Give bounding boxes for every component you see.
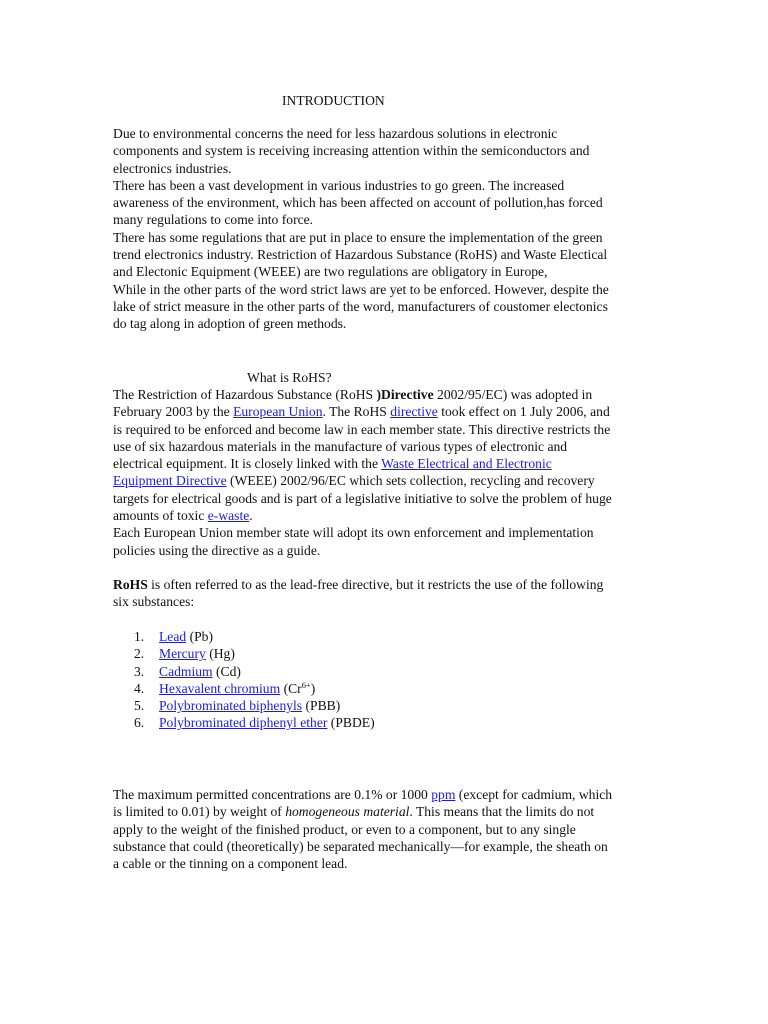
list-number: 4.	[134, 680, 145, 696]
intro-line: many regulations to come into force.	[113, 212, 314, 228]
intro-line: There has some regulations that are put in place to ensure the implementation of the green	[113, 229, 603, 245]
intro-line: Due to environmental concerns the need for less hazardous solutions in electronic	[113, 126, 558, 141]
text-run: electrical equipment. It is closely linked with the	[113, 456, 382, 472]
rohs-line	[113, 507, 658, 524]
list-item	[113, 714, 658, 731]
substances-list-container	[113, 628, 658, 732]
rohs-line: targets for electrical goods and is part of a legislative initiative to solve the problem of huge	[113, 490, 612, 506]
list-item	[113, 680, 658, 697]
intro-heading-text: INTRODUCTION	[282, 93, 385, 108]
text-run: (PBDE)	[327, 715, 375, 731]
rohs-heading	[113, 369, 658, 386]
text-run: (Cr	[280, 680, 302, 696]
list-number: 1.	[134, 629, 145, 644]
substances-list	[113, 628, 658, 732]
intro-line: and Electonic Equipment (WEEE) are two regulations are obligatory in Europe,	[113, 264, 548, 280]
rohs-line: apply to the weight of the finished product, or even to a component, but to any single	[113, 821, 576, 837]
text-run: (Pb)	[186, 629, 213, 644]
intro-line: lake of strict measure in the other parts of the word, manufacturers of coustomer electonics	[113, 298, 608, 314]
text-run: The maximum permitted concentrations are 0.1% or 1000	[113, 787, 432, 802]
weee-directive-link-continued[interactable]: Equipment Directive	[113, 473, 227, 489]
directive-bold: )Directive	[376, 387, 434, 402]
text-run: )	[310, 680, 316, 696]
lead-link[interactable]: Lead	[159, 629, 187, 644]
text-run: (except for cadmium, which	[455, 787, 613, 802]
ppm-link[interactable]: ppm	[431, 787, 456, 802]
rohs-line	[113, 786, 658, 803]
rohs-line: is required to be enforced and become law in each member state. This directive restricts the	[113, 421, 611, 437]
text-run: .	[249, 508, 253, 524]
list-number: 3.	[134, 663, 145, 679]
weee-directive-link[interactable]: Waste Electrical and Electronic	[381, 456, 552, 472]
european-union-link[interactable]: European Union	[233, 404, 323, 420]
text-run: The Restriction of Hazardous Substance (RoHS	[113, 387, 377, 402]
intro-line: While in the other parts of the word strict laws are yet to be enforced. However, despite the	[113, 281, 609, 297]
cadmium-link[interactable]: Cadmium	[159, 663, 213, 679]
rohs-line: substance that could (theoretically) be separated mechanically—for example, the sheath on	[113, 838, 608, 854]
rohs-line: use of six hazardous materials in the manufacture of various types of electronic and	[113, 438, 568, 454]
directive-link[interactable]: directive	[390, 404, 438, 420]
intro-heading	[113, 92, 658, 109]
text-run: is often referred to as the lead-free directive, but it restricts the use of the following	[147, 577, 604, 592]
list-item	[113, 628, 658, 645]
pbde-link[interactable]: Polybrominated diphenyl ether	[159, 715, 328, 731]
text-run: (Cd)	[212, 663, 241, 679]
text-run: February 2003 by the	[113, 404, 234, 420]
intro-line: awareness of the environment, which has been affected on account of pollution,has forced	[113, 195, 603, 211]
text-run: (WEEE) 2002/96/EC which sets collection, recycling and recovery	[226, 473, 595, 489]
rohs-line: Each European Union member state will adopt its own enforcement and implementation	[113, 525, 594, 541]
rohs-line	[113, 576, 658, 593]
list-item	[113, 645, 658, 662]
text-run: took effect on 1 July 2006, and	[437, 404, 610, 420]
text-run: . This means that the limits do not	[409, 804, 595, 820]
rohs-line: a cable or the tinning on a component lead.	[113, 856, 348, 872]
list-number: 6.	[134, 715, 145, 731]
rohs-paragraph-3	[113, 786, 658, 872]
rohs-bold: RoHS	[113, 577, 148, 592]
text-run: amounts of toxic	[113, 508, 208, 524]
rohs-heading-text: What is RoHS?	[247, 370, 332, 385]
rohs-line	[113, 472, 658, 489]
homogeneous-material-italic: homogeneous material	[285, 804, 410, 820]
intro-line: There has been a vast development in various industries to go green. The increased	[113, 177, 565, 193]
rohs-line	[113, 455, 658, 472]
list-number: 2.	[134, 646, 145, 662]
intro-paragraph	[113, 125, 658, 333]
rohs-paragraph-1	[113, 386, 658, 559]
intro-line: components and system is receiving increasing attention within the semiconductors and	[113, 143, 590, 159]
text-run: 2002/95/EC) was adopted in	[433, 387, 593, 402]
text-run: (Hg)	[205, 646, 235, 662]
pbb-link[interactable]: Polybrominated biphenyls	[159, 698, 303, 714]
list-item	[113, 697, 658, 714]
text-run: is limited to 0.01) by weight of	[113, 804, 286, 820]
e-waste-link[interactable]: e-waste	[207, 508, 250, 524]
document-page	[113, 0, 658, 1024]
rohs-line	[113, 386, 658, 403]
rohs-paragraph-2	[113, 576, 658, 611]
mercury-link[interactable]: Mercury	[159, 646, 206, 662]
intro-line: do tag along in adoption of green methods.	[113, 316, 347, 332]
charge-superscript: 6+	[301, 679, 311, 690]
intro-line: trend electronics industry. Restriction of Hazardous Substance (RoHS) and Waste Electical	[113, 247, 608, 263]
text-run: (PBB)	[302, 698, 341, 714]
rohs-line: policies using the directive as a guide.	[113, 542, 321, 558]
rohs-line	[113, 403, 658, 420]
rohs-line: six substances:	[113, 594, 195, 610]
hexavalent-chromium-link[interactable]: Hexavalent chromium	[159, 680, 281, 696]
text-run: . The RoHS	[322, 404, 391, 420]
intro-line: electronics industries.	[113, 160, 232, 176]
list-item	[113, 663, 658, 680]
rohs-line	[113, 803, 658, 820]
list-number: 5.	[134, 698, 145, 714]
